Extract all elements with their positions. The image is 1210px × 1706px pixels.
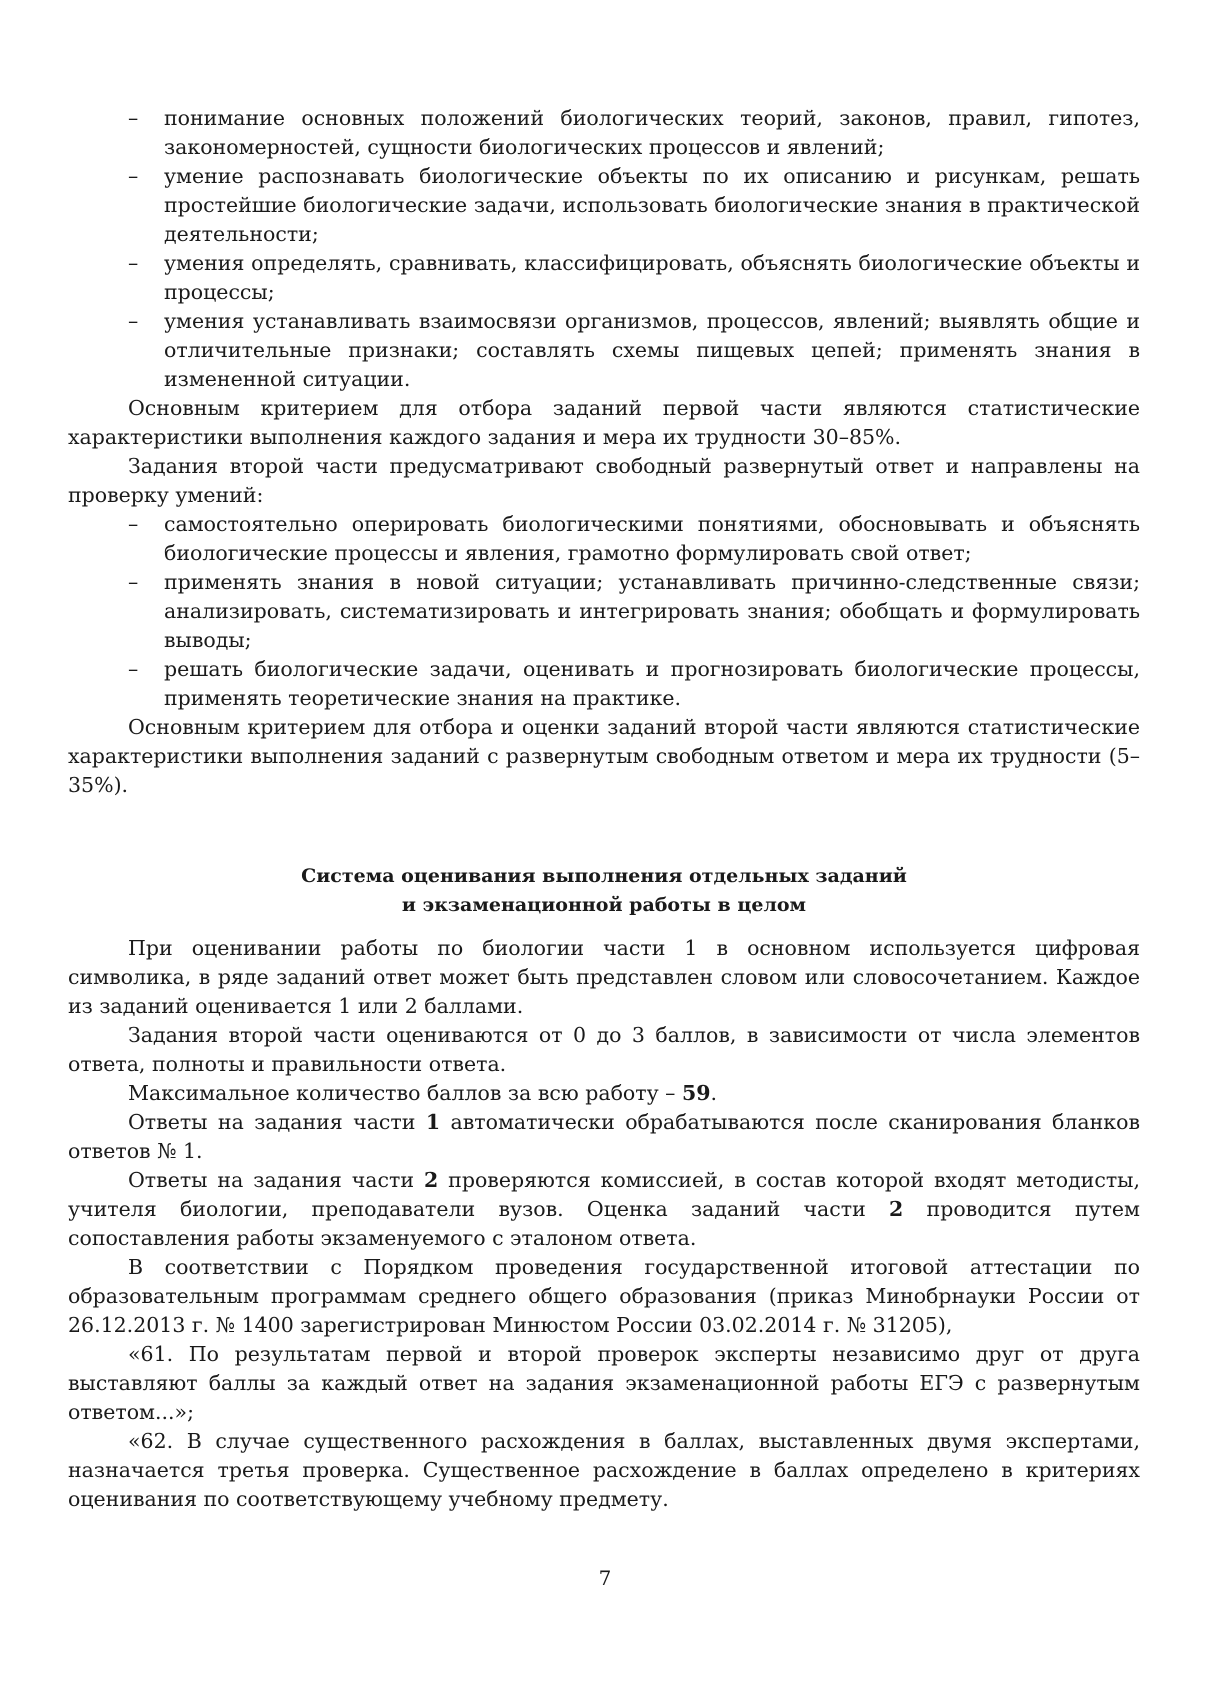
paragraph-part2-intro: Задания второй части предусматривают свободный развернутый ответ и направлены на проверку умений: [68,454,1140,507]
list-item-text: умение распознавать биологические объекты по их описанию и рисункам, решать простейшие биологические задачи, использовать биологические знания в практической деятельности; [164,164,1140,246]
max-score-value: 59 [681,1081,711,1105]
list-item-text: применять знания в новой ситуации; устанавливать причинно-следственные связи; анализировать, систематизировать и интегрировать знания; обобщать и формулировать выводы; [164,570,1140,652]
max-score-text: Максимальное количество баллов за всю работу – [128,1081,682,1105]
page-number: 7 [598,1566,612,1590]
section-title-line2: и экзаменационной работы в целом [401,894,807,916]
list-item [68,249,1140,307]
list-item [68,510,1140,568]
paragraph-answers-part1 [68,1108,1140,1166]
paragraph-quote-62: «62. В случае существенного расхождения в баллах, выставленных двумя экспертами, назначается третья проверка. Существенное расхождение в баллах определено в критериях оценивания по соответствующему учебному предмету. [68,1429,1140,1511]
list-item [68,104,1140,162]
answers-part1-before: Ответы на задания части [128,1110,426,1134]
list-item-text: решать биологические задачи, оценивать и прогнозировать биологические процессы, применять теоретические знания на практике. [164,657,1140,710]
answers-part1-after: автоматически обрабатываются после сканирования бланков ответов № 1. [68,1110,1140,1163]
list-item [68,655,1140,713]
answers-part2-number-2: 2 [889,1197,904,1221]
section-title [68,862,1140,920]
list-item-text: умения устанавливать взаимосвязи организмов, процессов, явлений; выявлять общие и отличительные признаки; составлять схемы пищевых цепей; применять знания в измененной ситуации. [164,309,1140,391]
list-marker: – [128,570,139,594]
paragraph-scoring-part2: Задания второй части оцениваются от 0 до 3 баллов, в зависимости от числа элементов ответа, полноты и правильности ответа. [68,1023,1140,1076]
list-item-text: умения определять, сравнивать, классифицировать, объяснять биологические объекты и процессы; [164,251,1140,304]
list-item [68,162,1140,249]
paragraph-max-score [68,1079,1140,1108]
answers-part2-middle: проверяются комиссией, в состав которой входят методисты, учителя биологии, преподаватели вузов. Оценка заданий части [68,1168,1141,1221]
skills-list-part2 [68,510,1140,713]
list-item [68,568,1140,655]
paragraph-quote-61: «61. По результатам первой и второй проверок эксперты независимо друг от друга выставляют баллы за каждый ответ на задания экзаменационной работы ЕГЭ с развернутым ответом...»; [68,1342,1140,1424]
answers-part1-number: 1 [425,1110,441,1134]
list-marker: – [128,164,139,188]
skills-list-part1 [68,104,1140,394]
paragraph-scoring-part1: При оценивании работы по биологии части 1 в основном используется цифровая символика, в ряде заданий ответ может быть представлен словом или словосочетанием. Каждое из заданий оценивается 1 или 2 баллами. [68,936,1140,1018]
paragraph-answers-part2 [68,1166,1140,1253]
list-marker: – [128,106,139,130]
list-marker: – [128,657,139,681]
paragraph-criterion-part1: Основным критерием для отбора заданий первой части являются статистические характеристики выполнения каждого задания и мера их трудности 30–85%. [68,396,1140,449]
list-item-text: понимание основных положений биологических теорий, законов, правил, гипотез, закономерностей, сущности биологических процессов и явлений; [164,106,1140,159]
answers-part2-after: проводится путем сопоставления работы экзаменуемого с эталоном ответа. [68,1197,1140,1250]
answers-part2-number-1: 2 [423,1168,439,1192]
list-marker: – [128,251,139,275]
list-marker: – [128,309,139,333]
paragraph-order-reference: В соответствии с Порядком проведения государственной итоговой аттестации по образовательным программам среднего общего образования (приказ Минобрнауки России от 26.12.2013 г. № 1400 зарегистрирован Минюстом России 03.02.2014 г. № 31205), [68,1255,1140,1337]
list-item [68,307,1140,394]
section-title-line1: Система оценивания выполнения отдельных заданий [301,865,907,887]
max-score-suffix: . [710,1081,718,1105]
answers-part2-before: Ответы на задания части [128,1168,424,1192]
list-item-text: самостоятельно оперировать биологическими понятиями, обосновывать и объяснять биологические процессы и явления, грамотно формулировать свой ответ; [164,512,1140,565]
paragraph-criterion-part2: Основным критерием для отбора и оценки заданий второй части являются статистические характеристики выполнения заданий с развернутым свободным ответом и мера их трудности (5–35%). [68,715,1140,797]
document-page [68,104,1140,1514]
list-marker: – [128,512,139,536]
